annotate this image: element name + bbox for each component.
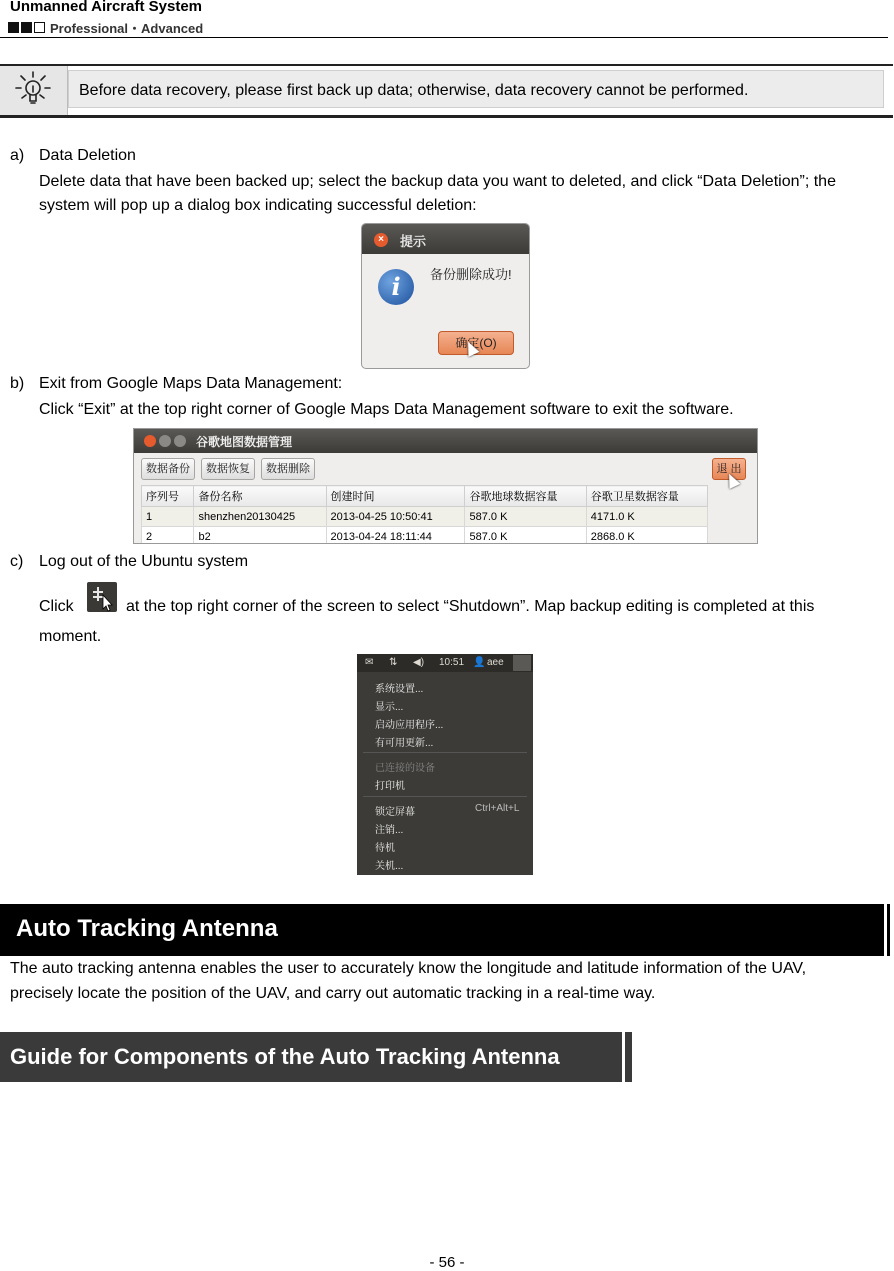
restore-button[interactable]: 数据恢复 — [201, 458, 255, 480]
menu-item-printers[interactable]: 打印机 — [375, 781, 405, 792]
deletion-success-dialog — [361, 223, 530, 369]
item-c-label: c) — [10, 553, 24, 570]
column-header[interactable]: 谷歌地球数据容量 — [465, 486, 586, 507]
user-icon[interactable]: 👤 — [473, 657, 486, 668]
maximize-icon[interactable] — [174, 435, 186, 447]
menu-item-startup-apps[interactable]: 启动应用程序... — [375, 720, 444, 731]
item-a-body-line-2: system will pop up a dialog box indicating successful deletion: — [39, 197, 477, 214]
ubuntu-top-panel — [357, 654, 533, 672]
table-cell: 4171.0 K — [586, 507, 707, 527]
subsection-heading-edge — [625, 1032, 632, 1082]
item-a-title: Data Deletion — [39, 147, 136, 164]
note-text: Before data recovery, please first back up data; otherwise, data recovery cannot be performed. — [79, 82, 749, 99]
table-row[interactable] — [142, 507, 708, 527]
note-cell — [68, 70, 884, 108]
filled-square-icon — [21, 22, 32, 33]
section-paragraph-line-1: The auto tracking antenna enables the user to accurately know the longitude and latitude information of the UAV, — [10, 960, 807, 977]
document-subtitle — [8, 18, 203, 37]
column-header[interactable]: 创建时间 — [326, 486, 465, 507]
dialog-titlebar — [362, 224, 529, 254]
network-icon[interactable]: ⇅ — [389, 657, 398, 668]
menu-separator — [363, 752, 527, 753]
menu-item-lock-screen[interactable]: 锁定屏幕 — [375, 807, 415, 818]
backup-button[interactable]: 数据备份 — [141, 458, 195, 480]
item-c-body-line-2: moment. — [39, 628, 102, 645]
section-paragraph-line-2: precisely locate the position of the UAV, and carry out automatic tracking in a real-time way. — [10, 985, 656, 1002]
column-header[interactable]: 谷歌卫星数据容量 — [586, 486, 707, 507]
document-title: Unmanned Aircraft System — [10, 0, 202, 15]
menu-item-log-out[interactable]: 注销... — [375, 825, 404, 836]
menu-item-shutdown[interactable]: 关机... — [375, 861, 404, 872]
close-icon[interactable]: × — [374, 233, 388, 247]
dialog-title: 提示 — [400, 234, 427, 249]
menu-item-updates[interactable]: 有可用更新... — [375, 738, 434, 749]
item-c-title: Log out of the Ubuntu system — [39, 553, 249, 570]
header-divider — [0, 37, 888, 38]
page-number: - 56 - — [429, 1254, 465, 1271]
table-cell: b2 — [194, 527, 326, 545]
table-row[interactable] — [142, 527, 708, 545]
menu-header-devices: 已连接的设备 — [375, 763, 435, 774]
menu-item-displays[interactable]: 显示... — [375, 702, 404, 713]
table-cell: 587.0 K — [465, 527, 586, 545]
menu-separator — [363, 796, 527, 797]
minimize-icon[interactable] — [159, 435, 171, 447]
table-cell: 1 — [142, 507, 194, 527]
table-cell: 2868.0 K — [586, 527, 707, 545]
item-b-body: Click “Exit” at the top right corner of Google Maps Data Management software to exit the software. — [39, 401, 734, 418]
item-a-label: a) — [10, 147, 25, 164]
clock[interactable]: 10:51 — [439, 657, 465, 668]
exit-button[interactable]: 退 出 — [712, 458, 746, 480]
system-gear-icon[interactable] — [513, 655, 531, 671]
manager-titlebar — [134, 429, 757, 453]
table-cell: shenzhen20130425 — [194, 507, 326, 527]
table-cell: 587.0 K — [465, 507, 586, 527]
maps-data-manager-window — [133, 428, 758, 544]
menu-item-system-settings[interactable]: 系统设置... — [375, 684, 424, 695]
volume-icon[interactable]: ◀) — [413, 657, 425, 668]
subtitle-text: Professional・Advanced — [50, 21, 204, 36]
filled-square-icon — [8, 22, 19, 33]
lock-shortcut: Ctrl+Alt+L — [475, 803, 520, 814]
ok-button[interactable]: 确定(O) — [438, 331, 514, 355]
item-b-label: b) — [10, 375, 25, 392]
delete-button[interactable]: 数据删除 — [261, 458, 315, 480]
menu-item-suspend[interactable]: 待机 — [375, 843, 395, 854]
subsection-heading-guide: Guide for Components of the Auto Tracking Antenna — [10, 1044, 560, 1069]
dialog-message: 备份删除成功! — [430, 267, 512, 282]
hollow-square-icon — [34, 22, 45, 33]
note-box — [0, 64, 893, 118]
item-b-title: Exit from Google Maps Data Management: — [39, 375, 343, 392]
manager-title: 谷歌地图数据管理 — [196, 435, 293, 449]
mail-icon[interactable]: ✉ — [365, 657, 374, 668]
section-heading-edge — [887, 904, 890, 956]
item-a-body-line-1: Delete data that have been backed up; select the backup data you want to deleted, and click “Data Deletion”; the — [39, 173, 836, 190]
user-name[interactable]: aee — [487, 657, 504, 668]
table-cell: 2 — [142, 527, 194, 545]
info-icon: i — [378, 269, 414, 305]
system-gear-icon — [87, 582, 117, 612]
item-c-click-word: Click — [39, 598, 74, 615]
column-header[interactable]: 备份名称 — [194, 486, 326, 507]
section-heading-auto-tracking-antenna: Auto Tracking Antenna — [16, 915, 278, 942]
close-icon[interactable] — [144, 435, 156, 447]
column-header[interactable]: 序列号 — [142, 486, 194, 507]
item-c-body-line-1: at the top right corner of the screen to select “Shutdown”. Map backup editing is completed at this — [126, 598, 815, 615]
table-cell: 2013-04-25 10:50:41 — [326, 507, 465, 527]
lightbulb-icon — [0, 66, 68, 115]
ubuntu-system-menu — [357, 654, 533, 875]
table-cell: 2013-04-24 18:11:44 — [326, 527, 465, 545]
backup-table — [141, 485, 708, 544]
